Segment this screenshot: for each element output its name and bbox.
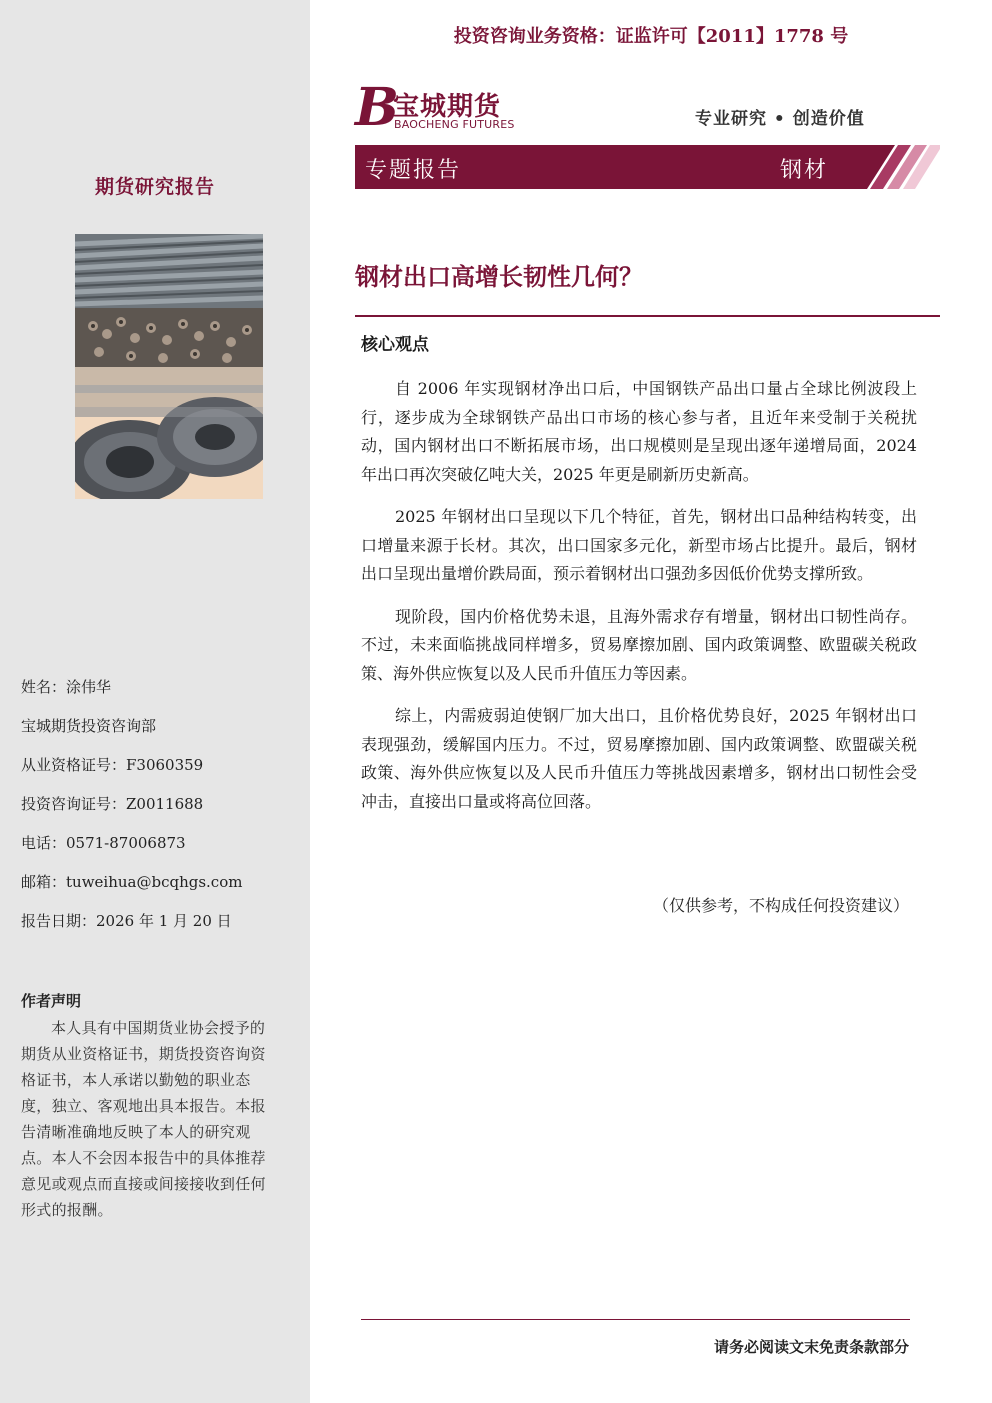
core-views xyxy=(361,375,917,830)
title-divider xyxy=(355,315,940,317)
declaration-body: 本人具有中国期货业协会授予的期货从业资格证书，期货投资咨询资格证书，本人承诺以勤勉的职业态度，独立、客观地出具本报告。本报告清晰准确地反映了本人的研究观点。本人不会因本报告中的具体推荐意见或观点而直接或间接接收到任何形式的报酬。 xyxy=(21,1019,266,1219)
qualification-number: 从业资格证号：F3060359 xyxy=(21,756,204,774)
logo-english-name: BAOCHENG FUTURES xyxy=(394,118,515,131)
report-title: 钢材出口高增长韧性几何？ xyxy=(355,262,643,291)
footer-divider xyxy=(361,1319,910,1320)
author-name: 姓名：涂伟华 xyxy=(21,678,112,696)
banner-label: 专题报告 xyxy=(365,158,462,183)
sidebar xyxy=(0,0,310,1403)
department: 宝城期货投资咨询部 xyxy=(21,717,157,735)
section-title: 核心观点 xyxy=(361,335,429,355)
banner-sector: 钢材 xyxy=(780,158,829,183)
paragraph: 现阶段，国内价格优势未退，且海外需求存有增量，钢材出口韧性尚存。不过，未来面临挑战同样增多，贸易摩擦加剧、国内政策调整、欧盟碳关税政策、海外供应恢复以及人民币升值压力等因素。 xyxy=(361,606,917,683)
report-date: 报告日期：2026 年 1 月 20 日 xyxy=(21,912,232,930)
disclaimer: （仅供参考，不构成任何投资建议） xyxy=(652,896,909,915)
company-logo xyxy=(355,77,525,138)
declaration-title: 作者声明 xyxy=(21,992,82,1010)
steel-coil-photo xyxy=(75,367,263,499)
slogan: 专业研究 • 创造价值 xyxy=(695,109,865,129)
paragraph: 2025 年钢材出口呈现以下几个特征，首先，钢材出口品种结构转变，出口增量来源于长材。其次，出口国家多元化，新型市场占比提升。最后，钢材出口呈现出量增价跌局面，预示着钢材出口强劲多因低价优势支撑所致。 xyxy=(361,507,917,583)
email: 邮箱：tuweihua@bcqhgs.com xyxy=(21,873,243,891)
consulting-number: 投资咨询证号：Z0011688 xyxy=(21,795,204,813)
logo-chinese-name: 宝城期货 xyxy=(393,92,502,122)
logo-mark: B xyxy=(355,77,399,138)
footer-note: 请务必阅读文末免责条款部分 xyxy=(713,1338,909,1356)
paragraph: 自 2006 年实现钢材净出口后，中国钢铁产品出口量占全球比例波段上行，逐步成为全球钢铁产品出口市场的核心参与者，且近年来受制于关税扰动，国内钢材出口不断拓展市场，出口规模则是呈现出逐年递增局面，2024 年出口再次突破亿吨大关，2025 年更是刷新历史新高。 xyxy=(361,379,917,484)
rebar-photo xyxy=(75,234,263,367)
author-info xyxy=(21,668,242,941)
sidebar-title: 期货研究报告 xyxy=(94,176,215,198)
license-line: 投资咨询业务资格：证监许可【2011】1778 号 xyxy=(453,26,849,47)
phone: 电话：0571-87006873 xyxy=(21,834,186,852)
paragraph: 综上，内需疲弱迫使钢厂加大出口，且价格优势良好，2025 年钢材出口表现强劲，缓解国内压力。不过，贸易摩擦加剧、国内政策调整、欧盟碳关税政策、海外供应恢复以及人民币升值压力等挑战因素增多，钢材出口韧性会受冲击，直接出口量或将高位回落。 xyxy=(361,706,917,811)
